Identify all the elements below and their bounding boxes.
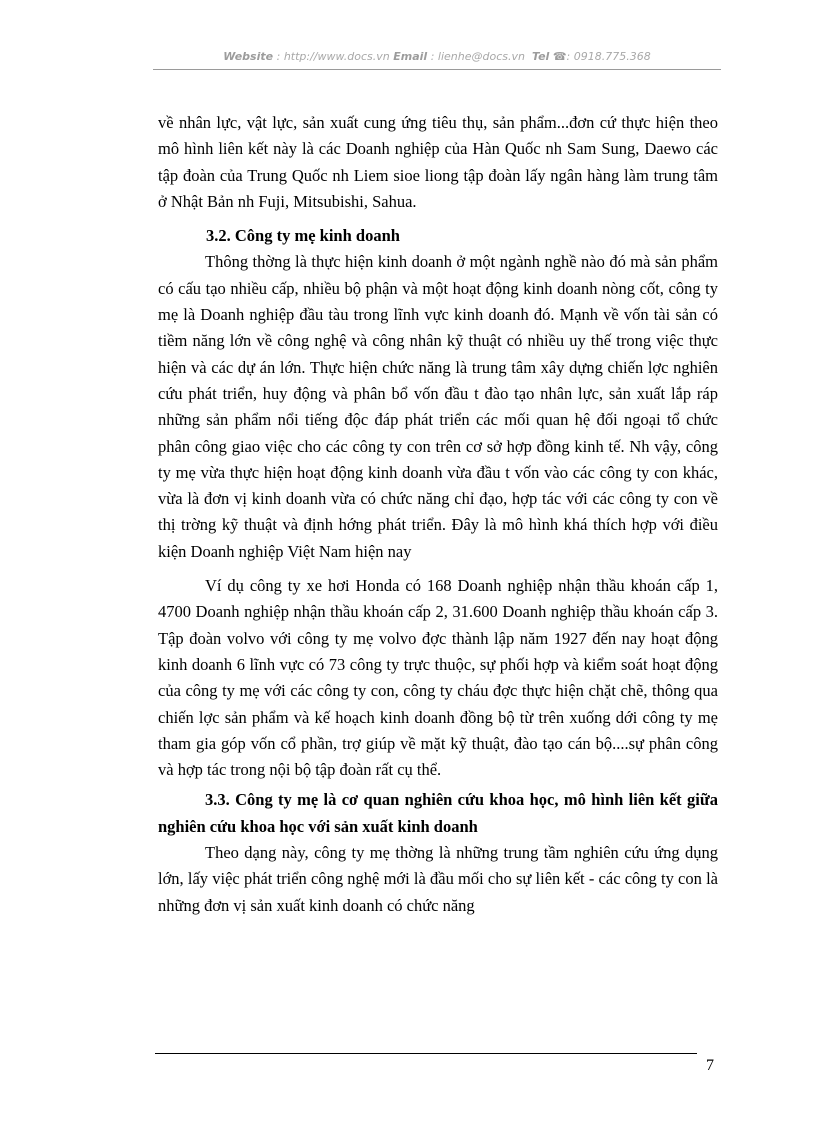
phone-icon: ☎ bbox=[552, 50, 567, 63]
email-separator: : bbox=[427, 50, 438, 63]
paragraph-4: Theo dạng này, công ty mẹ thờng là những trung tầm nghiên cứu ứng dụng lớn, lấy việc phát triển công nghệ mới là đầu mối cho sự liên kết - các công ty con là những đơn vị sản xuất kinh doanh có chức năng bbox=[158, 843, 718, 915]
paragraph-1: về nhân lực, vật lực, sản xuất cung ứng tiêu thụ, sản phẩm...đơn cứ thực hiện theo mô hình liên kết này là các Doanh nghiệp của Hàn Quốc nh Sam Sung, Daewo các tập đoàn của Trung Quốc nh Liem sioe liong tập đoàn lấy ngân hàng làm trung tâm ở Nhật Bản nh Fuji, Mitsubishi, Sahua. bbox=[158, 113, 718, 211]
email-label: Email bbox=[393, 50, 428, 63]
document-body bbox=[158, 110, 718, 919]
website-label: Website bbox=[223, 50, 274, 63]
footer-divider bbox=[155, 1053, 697, 1054]
section-heading-3-3: 3.3. Công ty mẹ là cơ quan nghiên cứu khoa học, mô hình liên kết giữa nghiên cứu khoa học với sản xuất kinh doanh bbox=[158, 790, 718, 836]
section-heading-3-2: 3.2. Công ty mẹ kinh doanh bbox=[206, 226, 400, 246]
email-address: lienhe@docs.vn bbox=[437, 50, 525, 63]
tel-label: Tel bbox=[531, 50, 550, 63]
website-url: http://www.docs.vn bbox=[283, 50, 390, 63]
tel-number: : 0918.775.368 bbox=[566, 50, 651, 63]
website-separator: : bbox=[273, 50, 284, 63]
page-header bbox=[153, 49, 721, 70]
paragraph-2: Thông thờng là thực hiện kinh doanh ở một ngành nghề nào đó mà sản phẩm có cấu tạo nhiều cấp, nhiều bộ phận và một hoạt động kinh doanh nòng cốt, công ty mẹ là Doanh nghiệp đầu tàu trong lĩnh vực kinh doanh đó. Mạnh về vốn tài sản có tiềm năng lớn về công nghệ và công nhân kỹ thuật có nhiều uy thế trong việc thực hiện và các dự án lớn. Thực hiện chức năng là trung tâm xây dựng chiến lợc nghiên cứu phát triển, huy động và phân bổ vốn đầu t đào tạo nhân lực, sản xuất lắp ráp những sản phẩm nổi tiếng độc đáp phát triển các mối quan hệ đối ngoại tổ chức phân công giao việc cho các công ty con trên cơ sở hợp đồng kinh tế. Nh vậy, công ty mẹ vừa thực hiện hoạt động kinh doanh vừa đầu t vốn vào các công ty con khác, vừa là đơn vị kinh doanh vừa có chức năng chỉ đạo, hợp tác với các công ty con về thị trờng kỹ thuật và định hớng phát triển. Đây là mô hình khá thích hợp với điều kiện Doanh nghiệp Việt Nam hiện nay bbox=[158, 252, 718, 561]
page-number: 7 bbox=[706, 1057, 714, 1074]
paragraph-3: Ví dụ công ty xe hơi Honda có 168 Doanh nghiệp nhận thầu khoán cấp 1, 4700 Doanh nghiệp nhận thầu khoán cấp 2, 31.600 Doanh nghiệp thầu khoán cấp 3. Tập đoàn volvo với công ty mẹ volvo đợc thành lập năm 1927 đến nay hoạt động kinh doanh 6 lĩnh vực có 73 công ty trực thuộc, sự phối hợp và kiểm soát hoạt động của công ty mẹ với các công ty con, công ty cháu đợc thực hiện chặt chẽ, thông qua chiến lợc sản phẩm và kế hoạch kinh doanh đồng bộ từ trên xuống dới công ty mẹ tham gia góp vốn cổ phần, trợ giúp về mặt kỹ thuật, đào tạo cán bộ....sự phân công và hợp tác trong nội bộ tập đoàn rất cụ thể. bbox=[158, 576, 718, 780]
